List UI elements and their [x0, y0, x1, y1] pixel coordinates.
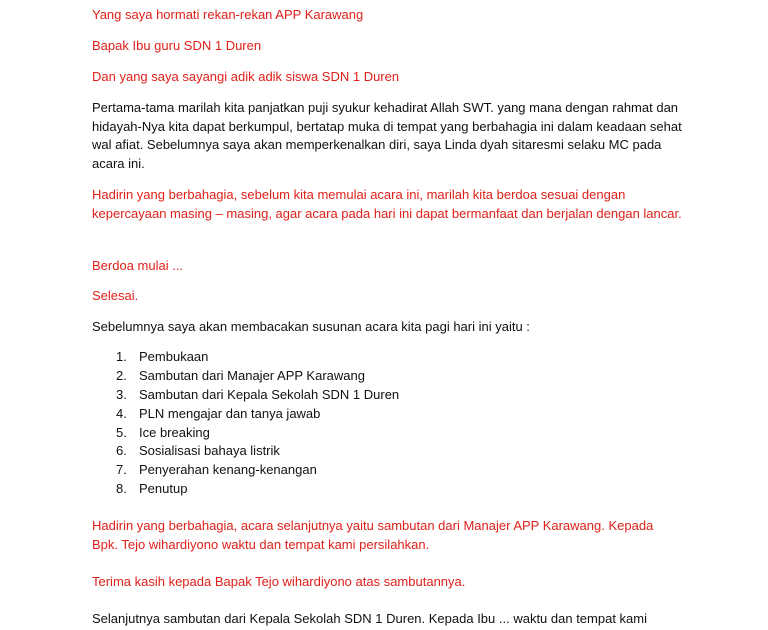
list-item: 3. Sambutan dari Kepala Sekolah SDN 1 Duren [116, 386, 400, 402]
prayer-end-line: Selesai. [92, 288, 139, 303]
manager-invite-paragraph: Hadirin yang berbahagia, acara selanjutnya yaitu sambutan dari Manajer APP Karawang. Kepada Bpk. Tejo wihardiyono waktu dan tempat kami persilahkan. [92, 518, 654, 552]
list-item: 2. Sambutan dari Manajer APP Karawang [116, 367, 365, 383]
greeting-line-3: Dan yang saya sayangi adik adik siswa SDN 1 Duren [92, 69, 400, 84]
greeting-line-1: Yang saya hormati rekan-rekan APP Karawang [92, 7, 364, 22]
list-item: 6. Sosialisasi bahaya listrik [116, 443, 280, 459]
list-item: 5. Ice breaking [116, 424, 210, 440]
prayer-invite-paragraph: Hadirin yang berbahagia, sebelum kita memulai acara ini, marilah kita berdoa sesuai dengan kepercayaan masing – masing, agar acara pada hari ini dapat bermanfaat dan berjalan dengan lancar. [92, 187, 682, 221]
list-item: 7. Penyerahan kenang-kenangan [116, 462, 317, 478]
intro-paragraph: Pertama-tama marilah kita panjatkan puji syukur kehadirat Allah SWT. yang mana dengan rahmat dan hidayah-Nya kita dapat berkumpul, bertatap muka di tempat yang berbahagia ini dalam keadaan sehat wal afiat. Sebelumnya saya akan memperkenalkan diri, saya Linda dyah sitaresmi selaku MC pada acara ini. [92, 100, 682, 171]
list-item: 4. PLN mengajar dan tanya jawab [116, 405, 321, 421]
agenda-list [116, 348, 399, 499]
list-item: 1. Pembukaan [116, 349, 209, 364]
principal-invite-line: Selanjutnya sambutan dari Kepala Sekolah SDN 1 Duren. Kepada Ibu ... waktu dan tempat kami [92, 611, 647, 626]
agenda-intro: Sebelumnya saya akan membacakan susunan acara kita pagi hari ini yaitu : [92, 319, 530, 334]
thanks-line: Terima kasih kepada Bapak Tejo wihardiyono atas sambutannya. [92, 574, 466, 589]
prayer-start-line: Berdoa mulai ... [92, 258, 184, 273]
list-item: 8. Penutup [116, 481, 188, 497]
greeting-line-2: Bapak Ibu guru SDN 1 Duren [92, 38, 262, 53]
